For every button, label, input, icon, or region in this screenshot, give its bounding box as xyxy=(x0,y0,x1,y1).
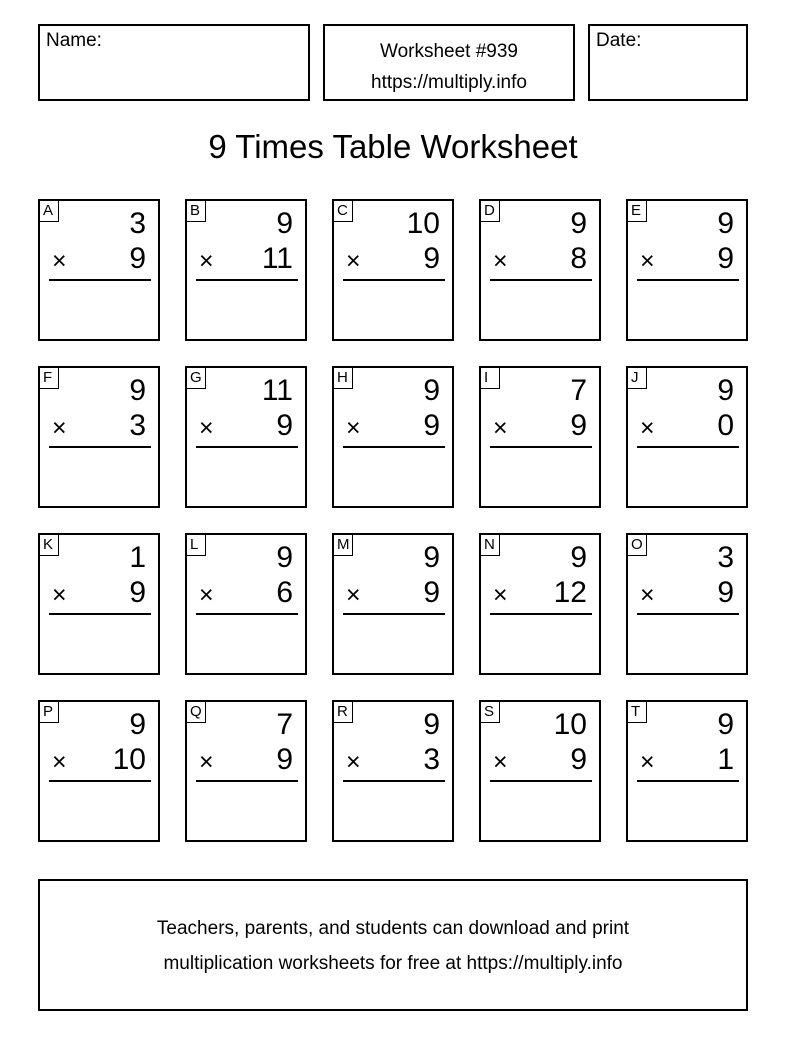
answer-line xyxy=(343,279,445,281)
answer-line xyxy=(196,446,298,448)
problem-p xyxy=(38,700,160,842)
problem-a xyxy=(38,199,160,341)
times-sign: × xyxy=(640,247,655,275)
problem-f xyxy=(38,366,160,508)
problem-letter: D xyxy=(481,201,500,222)
answer-line xyxy=(343,446,445,448)
multiplicand: 9 xyxy=(129,708,146,741)
answer-line xyxy=(490,613,592,615)
multiplier: 11 xyxy=(261,242,293,275)
times-sign: × xyxy=(493,414,508,442)
problem-j xyxy=(626,366,748,508)
times-sign: × xyxy=(346,581,361,609)
multiplicand: 9 xyxy=(717,207,734,240)
times-sign: × xyxy=(346,414,361,442)
problem-r xyxy=(332,700,454,842)
answer-line xyxy=(49,446,151,448)
times-sign: × xyxy=(640,414,655,442)
problem-letter: P xyxy=(40,702,59,723)
multiplicand: 9 xyxy=(717,708,734,741)
answer-line xyxy=(637,613,739,615)
problem-letter: M xyxy=(334,535,353,556)
worksheet-number: Worksheet #939 xyxy=(379,41,518,62)
times-sign: × xyxy=(493,748,508,776)
problem-b xyxy=(185,199,307,341)
answer-line xyxy=(343,780,445,782)
problem-q xyxy=(185,700,307,842)
multiplicand: 9 xyxy=(276,207,293,240)
times-sign: × xyxy=(493,247,508,275)
answer-line xyxy=(49,279,151,281)
multiplier: 8 xyxy=(570,242,587,275)
multiplicand: 3 xyxy=(129,207,146,240)
problem-letter: S xyxy=(481,702,500,723)
date-label: Date: xyxy=(596,30,642,51)
multiplier: 1 xyxy=(717,743,734,776)
problem-letter: T xyxy=(628,702,647,723)
problem-g xyxy=(185,366,307,508)
problem-letter: O xyxy=(628,535,647,556)
times-sign: × xyxy=(199,414,214,442)
problem-letter: F xyxy=(40,368,59,389)
problem-letter: K xyxy=(40,535,59,556)
answer-line xyxy=(490,279,592,281)
times-sign: × xyxy=(52,247,67,275)
times-sign: × xyxy=(52,581,67,609)
problem-d xyxy=(479,199,601,341)
times-sign: × xyxy=(346,748,361,776)
times-sign: × xyxy=(493,581,508,609)
times-sign: × xyxy=(199,581,214,609)
name-label: Name: xyxy=(46,30,102,51)
problem-s xyxy=(479,700,601,842)
multiplier: 9 xyxy=(129,242,146,275)
multiplicand: 9 xyxy=(717,374,734,407)
multiplicand: 9 xyxy=(129,374,146,407)
multiplicand: 7 xyxy=(570,374,587,407)
multiplier: 9 xyxy=(129,576,146,609)
multiplicand: 1 xyxy=(129,541,146,574)
multiplier: 9 xyxy=(276,743,293,776)
problem-letter: N xyxy=(481,535,500,556)
answer-line xyxy=(490,780,592,782)
footer-line-2: multiplication worksheets for free at https://multiply.info xyxy=(163,953,623,974)
problem-letter: H xyxy=(334,368,353,389)
multiplier: 9 xyxy=(423,409,440,442)
answer-line xyxy=(637,279,739,281)
multiplier: 9 xyxy=(423,576,440,609)
multiplicand: 10 xyxy=(406,207,440,240)
problem-letter: Q xyxy=(187,702,206,723)
multiplier: 9 xyxy=(423,242,440,275)
page-title: 9 Times Table Worksheet xyxy=(208,128,578,165)
date-box xyxy=(588,24,748,101)
multiplicand: 9 xyxy=(423,541,440,574)
problem-l xyxy=(185,533,307,675)
problem-h xyxy=(332,366,454,508)
multiplier: 9 xyxy=(276,409,293,442)
problem-letter: L xyxy=(187,535,206,556)
multiplicand: 9 xyxy=(570,541,587,574)
answer-line xyxy=(637,446,739,448)
times-sign: × xyxy=(52,414,67,442)
problem-i xyxy=(479,366,601,508)
answer-line xyxy=(196,279,298,281)
problem-m xyxy=(332,533,454,675)
multiplier: 6 xyxy=(276,576,293,609)
problem-k xyxy=(38,533,160,675)
problem-letter: R xyxy=(334,702,353,723)
problem-letter: J xyxy=(628,368,647,389)
times-sign: × xyxy=(346,247,361,275)
problem-letter: I xyxy=(481,368,500,389)
multiplicand: 9 xyxy=(570,207,587,240)
problem-letter: C xyxy=(334,201,353,222)
multiplicand: 9 xyxy=(423,374,440,407)
answer-line xyxy=(196,613,298,615)
multiplier: 10 xyxy=(112,743,146,776)
multiplier: 9 xyxy=(717,242,734,275)
name-box xyxy=(38,24,310,101)
problem-o xyxy=(626,533,748,675)
multiplicand: 7 xyxy=(276,708,293,741)
times-sign: × xyxy=(199,247,214,275)
answer-line xyxy=(490,446,592,448)
answer-line xyxy=(196,780,298,782)
problem-letter: B xyxy=(187,201,206,222)
site-url: https://multiply.info xyxy=(371,72,527,93)
multiplier: 3 xyxy=(423,743,440,776)
answer-line xyxy=(343,613,445,615)
problem-letter: G xyxy=(187,368,206,389)
footer-box xyxy=(38,879,748,1011)
times-sign: × xyxy=(640,581,655,609)
problem-letter: A xyxy=(40,201,59,222)
multiplicand: 9 xyxy=(423,708,440,741)
footer-line-1: Teachers, parents, and students can download and print xyxy=(156,918,630,939)
times-sign: × xyxy=(52,748,67,776)
multiplier: 9 xyxy=(570,743,587,776)
worksheet-info-box xyxy=(323,24,575,101)
problem-t xyxy=(626,700,748,842)
multiplicand: 11 xyxy=(261,374,293,407)
answer-line xyxy=(637,780,739,782)
times-sign: × xyxy=(640,748,655,776)
problem-letter: E xyxy=(628,201,647,222)
times-sign: × xyxy=(199,748,214,776)
multiplier: 9 xyxy=(570,409,587,442)
multiplicand: 3 xyxy=(717,541,734,574)
multiplicand: 10 xyxy=(553,708,587,741)
problem-e xyxy=(626,199,748,341)
answer-line xyxy=(49,613,151,615)
multiplier: 12 xyxy=(553,576,587,609)
problem-n xyxy=(479,533,601,675)
multiplier: 9 xyxy=(717,576,734,609)
answer-line xyxy=(49,780,151,782)
multiplier: 0 xyxy=(717,409,734,442)
problem-c xyxy=(332,199,454,341)
multiplicand: 9 xyxy=(276,541,293,574)
multiplier: 3 xyxy=(129,409,146,442)
